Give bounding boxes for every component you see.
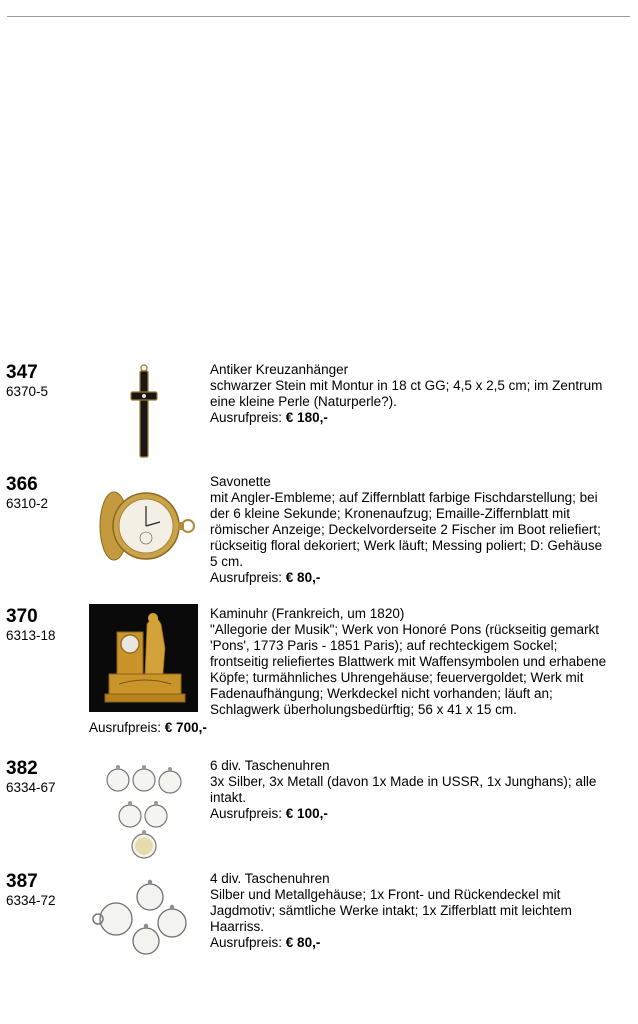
- price-label: Ausrufpreis:: [210, 935, 283, 950]
- pocket-watches-group-image: [104, 762, 184, 860]
- description-line: rückseitig floral dekoriert; Werk läuft; Messing poliert; D: Gehäuse: [210, 538, 603, 553]
- price-label: Ausrufpreis:: [210, 570, 283, 585]
- description-line: eine kleine Perle (Naturperle?).: [210, 394, 397, 409]
- lot-description: [210, 758, 635, 822]
- lot-title: 6 div. Taschenuhren: [210, 758, 330, 773]
- inventory-number: 6370-5: [6, 384, 49, 399]
- price-label: Ausrufpreis:: [89, 720, 162, 735]
- price-line: [89, 720, 207, 736]
- lot-title: 4 div. Taschenuhren: [210, 871, 330, 886]
- description-line: 3x Silber, 3x Metall (davon 1x Made in USSR, 1x Junghans); alle: [210, 774, 597, 789]
- inventory-number: 6334-72: [6, 893, 56, 908]
- price-value: € 100,-: [285, 806, 328, 821]
- description-line: römischer Anzeige; Deckelvorderseite 2 Fischer im Boot reliefiert;: [210, 522, 601, 537]
- description-line: Schlagwerk überholungsbedürftig; 56 x 41 x 15 cm.: [210, 702, 517, 717]
- mantel-clock-image: [89, 604, 198, 712]
- description-line: Haarriss.: [210, 919, 265, 934]
- description-line: 'Pons', 1773 Paris - 1851 Paris); auf rechteckigem Sockel;: [210, 638, 558, 653]
- description-line: "Allegorie der Musik"; Werk von Honoré Pons (rückseitig gemarkt: [210, 622, 599, 637]
- lot-number: 370: [6, 606, 38, 627]
- inventory-number: 6310-2: [6, 496, 49, 511]
- lot-number: 387: [6, 871, 38, 892]
- description-line: Köpfe; turmähnliches Uhrengehäuse; feuervergoldet; Werk mit: [210, 670, 584, 685]
- lot-description: [210, 606, 635, 718]
- description-line: frontseitig reliefiertes Blattwerk mit Waffensymbolen und erhabene: [210, 654, 607, 669]
- description-line: mit Angler-Embleme; auf Ziffernblatt farbige Fischdarstellung; bei: [210, 490, 598, 505]
- lot-description: [210, 871, 635, 951]
- lot-title: Savonette: [210, 474, 271, 489]
- price-line: [210, 570, 635, 586]
- lot-description: [210, 474, 635, 586]
- description-line: Jagdmotiv; sämtliche Werke intakt; 1x Zifferblatt mit leichtem: [210, 903, 572, 918]
- inventory-number: 6313-18: [6, 628, 56, 643]
- lot-title: Antiker Kreuzanhänger: [210, 362, 349, 377]
- pocket-watch-image: [92, 484, 196, 568]
- top-divider: [7, 16, 630, 17]
- description-line: 5 cm.: [210, 554, 244, 569]
- description-line: intakt.: [210, 790, 247, 805]
- price-value: € 180,-: [285, 410, 328, 425]
- price-value: € 700,-: [164, 720, 207, 735]
- description-line: Silber und Metallgehäuse; 1x Front- und Rückendeckel mit: [210, 887, 561, 902]
- lot-description: [210, 362, 635, 426]
- lot-title: Kaminuhr (Frankreich, um 1820): [210, 606, 405, 621]
- pocket-watches-group-image: [92, 877, 192, 961]
- price-label: Ausrufpreis:: [210, 410, 283, 425]
- price-value: € 80,-: [285, 935, 321, 950]
- lot-number: 366: [6, 474, 38, 495]
- inventory-number: 6334-67: [6, 780, 56, 795]
- description-line: der 6 kleine Sekunde; Kronenaufzug; Emaille-Ziffernblatt mit: [210, 506, 570, 521]
- cross-pendant-image: [130, 364, 158, 460]
- price-line: [210, 935, 635, 951]
- price-label: Ausrufpreis:: [210, 806, 283, 821]
- lot-number: 382: [6, 758, 38, 779]
- lot-number: 347: [6, 362, 38, 383]
- price-value: € 80,-: [285, 570, 321, 585]
- description-line: schwarzer Stein mit Montur in 18 ct GG; 4,5 x 2,5 cm; im Zentrum: [210, 378, 603, 393]
- price-line: [210, 410, 635, 426]
- description-line: Fadenaufhängung; Werkdeckel nicht vorhanden; läuft an;: [210, 686, 553, 701]
- price-line: [210, 806, 635, 822]
